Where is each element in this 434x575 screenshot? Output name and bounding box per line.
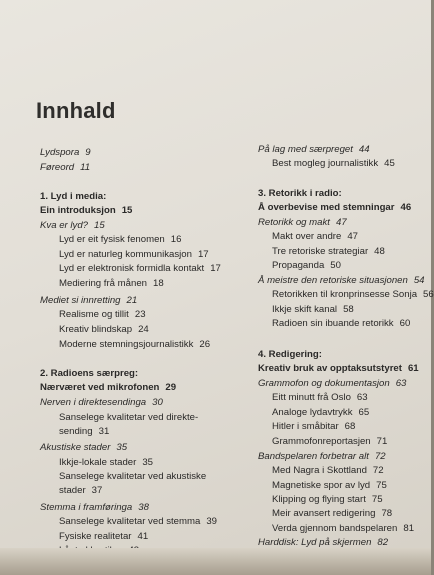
toc-entry-page: 46 <box>400 202 412 213</box>
toc-entry-title: Analoge lydavtrykk <box>272 407 353 418</box>
toc-entry-page: 17 <box>197 249 209 260</box>
toc-entry-page: 58 <box>343 304 354 315</box>
toc-entry-title: Lyd er elektronisk formidla kontakt <box>59 263 205 274</box>
toc-entry <box>272 406 369 419</box>
toc-entry-page: 26 <box>199 339 211 350</box>
toc-entry-title: Radioen sin ibuande retorikk <box>272 318 394 329</box>
toc-entry <box>59 411 198 424</box>
toc-entry-title: Sanselege kvalitetar ved akustiske <box>59 471 207 482</box>
toc-entry-page: 39 <box>206 516 217 527</box>
toc-entry <box>272 479 387 492</box>
toc-entry-page: 63 <box>395 378 407 389</box>
toc-entry <box>40 294 137 307</box>
toc-entry <box>258 143 370 156</box>
toc-entry-title: Best mogleg journalistikk <box>272 158 379 169</box>
toc-entry-title: Sanselege kvalitetar ved stemma <box>59 516 201 527</box>
toc-entry-title: Mediet si innretting <box>40 295 121 306</box>
toc-entry-page: 9 <box>85 147 91 158</box>
toc-entry <box>59 323 149 336</box>
toc-entry-title: På lag med særpreget <box>258 144 353 155</box>
toc-entry-page: 44 <box>358 144 370 155</box>
toc-entry <box>272 259 341 272</box>
toc-entry-page: 47 <box>335 217 347 228</box>
toc-entry <box>258 274 425 287</box>
toc-entry <box>40 204 132 217</box>
toc-entry <box>59 277 164 290</box>
toc-entry-page: 61 <box>407 363 419 374</box>
toc-entry <box>40 190 106 203</box>
toc-entry <box>272 245 385 258</box>
toc-entry-title: Å meistre den retoriske situasjonen <box>258 275 408 286</box>
toc-entry <box>272 493 383 506</box>
toc-entry <box>59 308 146 321</box>
toc-entry <box>59 484 102 497</box>
toc-entry <box>258 187 342 200</box>
toc-entry-page: 47 <box>347 231 358 242</box>
toc-entry <box>272 391 368 404</box>
toc-entry <box>59 530 148 543</box>
toc-entry-title: Lyd er naturleg kommunikasjon <box>59 249 192 260</box>
toc-entry-page: 45 <box>384 158 395 169</box>
toc-entry-title: 2. Radioens særpreg: <box>40 368 139 379</box>
toc-entry-title: Propaganda <box>272 260 325 271</box>
toc-entry <box>258 362 419 375</box>
toc-entry-title: Eitt minutt frå Oslo <box>272 392 351 403</box>
toc-entry-page: 37 <box>91 485 103 496</box>
toc-entry-title: Verda gjennom bandspelaren <box>272 523 398 534</box>
toc-entry <box>59 338 210 351</box>
toc-entry <box>40 146 91 159</box>
toc-entry-title: Makt over andre <box>272 231 342 242</box>
toc-entry-title: Bandspelaren forbetrar alt <box>258 451 369 462</box>
toc-entry-page: 38 <box>138 502 149 513</box>
toc-entry-page: 65 <box>358 407 370 418</box>
toc-entry-page: 24 <box>138 324 149 335</box>
toc-entry-page: 48 <box>374 246 385 257</box>
toc-entry <box>258 201 411 214</box>
toc-entry-title: Hitler i småbitar <box>272 421 339 432</box>
toc-entry-page: 78 <box>381 508 393 519</box>
toc-entry <box>272 507 392 520</box>
toc-entry-title: 3. Retorikk i radio: <box>258 188 342 199</box>
toc-entry <box>258 377 406 390</box>
toc-entry-title: Akustiske stader <box>40 442 111 453</box>
toc-entry-title: Meir avansert redigering <box>272 508 376 519</box>
toc-entry <box>59 262 221 275</box>
toc-entry-page: 75 <box>371 494 383 505</box>
toc-entry-page: 23 <box>134 309 146 320</box>
page-bottom-edge <box>0 548 431 575</box>
toc-entry-title: Å overbevise med stemningar <box>258 202 395 213</box>
toc-entry-title: Grammofonreportasjen <box>272 436 371 447</box>
toc-entry-title: Realisme og tillit <box>59 309 129 320</box>
toc-entry-title: 1. Lyd i media: <box>40 191 107 202</box>
toc-entry <box>272 157 395 170</box>
toc-entry-title: Fysiske realitetar <box>59 531 132 542</box>
toc-entry-page: 35 <box>116 442 128 453</box>
toc-entry-page: 15 <box>121 205 133 216</box>
toc-entry-page: 60 <box>399 318 411 329</box>
toc-entry <box>40 441 127 454</box>
toc-entry-title: Kreativ bruk av opptaksutstyret <box>258 363 402 374</box>
toc-entry-title: Lyd er eit fysisk fenomen <box>59 234 165 245</box>
toc-entry <box>272 303 354 316</box>
toc-entry-title: Nerven i direktesendinga <box>40 397 147 408</box>
toc-entry-title: Harddisk: Lyd på skjermen <box>258 537 372 548</box>
toc-entry <box>272 317 410 330</box>
toc-entry-page: 56 <box>423 289 434 300</box>
toc-entry <box>59 456 153 469</box>
toc-entry <box>272 522 414 535</box>
toc-entry <box>59 425 109 438</box>
toc-entry-title: Kreativ blindskap <box>59 324 133 335</box>
toc-entry-page: 63 <box>356 392 368 403</box>
toc-entry-title: Retorikk og makt <box>258 217 330 228</box>
toc-entry-title: Ikkje skift kanal <box>272 304 338 315</box>
toc-entry <box>272 464 384 477</box>
toc-entry-title: Med Nagra i Skottland <box>272 465 367 476</box>
toc-entry <box>272 230 358 243</box>
toc-entry-page: 31 <box>98 426 110 437</box>
toc-entry <box>272 435 387 448</box>
toc-entry <box>59 233 181 246</box>
toc-entry-title: Ikkje-lokale stader <box>59 457 137 468</box>
toc-entry-page: 72 <box>372 465 384 476</box>
toc-entry <box>272 420 355 433</box>
toc-entry <box>40 396 163 409</box>
toc-entry-title: 4. Redigering: <box>258 349 322 360</box>
toc-entry-page: 68 <box>344 421 356 432</box>
toc-entry-page: 54 <box>413 275 425 286</box>
toc-entry-page: 17 <box>210 263 221 274</box>
toc-entry-title: Moderne stemningsjournalistikk <box>59 339 194 350</box>
toc-entry <box>40 501 149 514</box>
page-title: Innhald <box>36 98 116 123</box>
toc-entry-page: 35 <box>142 457 153 468</box>
toc-entry-title: Grammofon og dokumentasjon <box>258 378 390 389</box>
toc-entry-title: Retorikken til kronprinsesse Sonja <box>272 289 418 300</box>
toc-entry-page: 81 <box>403 523 415 534</box>
toc-entry <box>59 470 206 483</box>
toc-entry-page: 21 <box>126 295 138 306</box>
toc-entry-page: 75 <box>376 480 387 491</box>
toc-entry-title: Magnetiske spor av lyd <box>272 480 371 491</box>
toc-entry-title: Stemma i framføringa <box>40 502 133 513</box>
toc-entry-title: Kva er lyd? <box>40 220 88 231</box>
toc-entry-page: 50 <box>330 260 341 271</box>
toc-entry-title: Mediering frå månen <box>59 278 147 289</box>
toc-entry-title: Sanselege kvalitetar ved direkte- <box>59 412 199 423</box>
toc-entry <box>40 161 90 174</box>
toc-entry-title: stader <box>59 485 86 496</box>
toc-entry-page: 18 <box>153 278 164 289</box>
toc-entry-title: sending <box>59 426 93 437</box>
toc-entry-page: 82 <box>377 537 389 548</box>
toc-entry-page: 11 <box>80 162 91 173</box>
toc-entry-page: 41 <box>137 531 149 542</box>
toc-entry-title: Lydspora <box>40 147 80 158</box>
toc-entry-title: Klipping og flying start <box>272 494 366 505</box>
toc-entry <box>258 348 322 361</box>
toc-entry <box>40 381 176 394</box>
toc-entry-page: 72 <box>374 451 386 462</box>
toc-entry-page: 30 <box>152 397 163 408</box>
toc-entry <box>272 288 434 301</box>
toc-entry-title: Tre retoriske strategiar <box>272 246 369 257</box>
toc-entry-page: 16 <box>170 234 182 245</box>
toc-entry <box>40 219 105 232</box>
toc-entry-title: Nærværet ved mikrofonen <box>40 382 160 393</box>
toc-entry <box>258 450 386 463</box>
toc-entry-title: Ein introduksjon <box>40 205 116 216</box>
toc-entry <box>40 367 138 380</box>
toc-entry <box>59 248 209 261</box>
toc-entry-page: 71 <box>376 436 388 447</box>
toc-entry <box>59 515 217 528</box>
toc-entry <box>258 216 347 229</box>
toc-entry-title: Føreord <box>40 162 75 173</box>
toc-entry-page: 29 <box>165 382 177 393</box>
toc-entry-page: 15 <box>94 220 105 231</box>
